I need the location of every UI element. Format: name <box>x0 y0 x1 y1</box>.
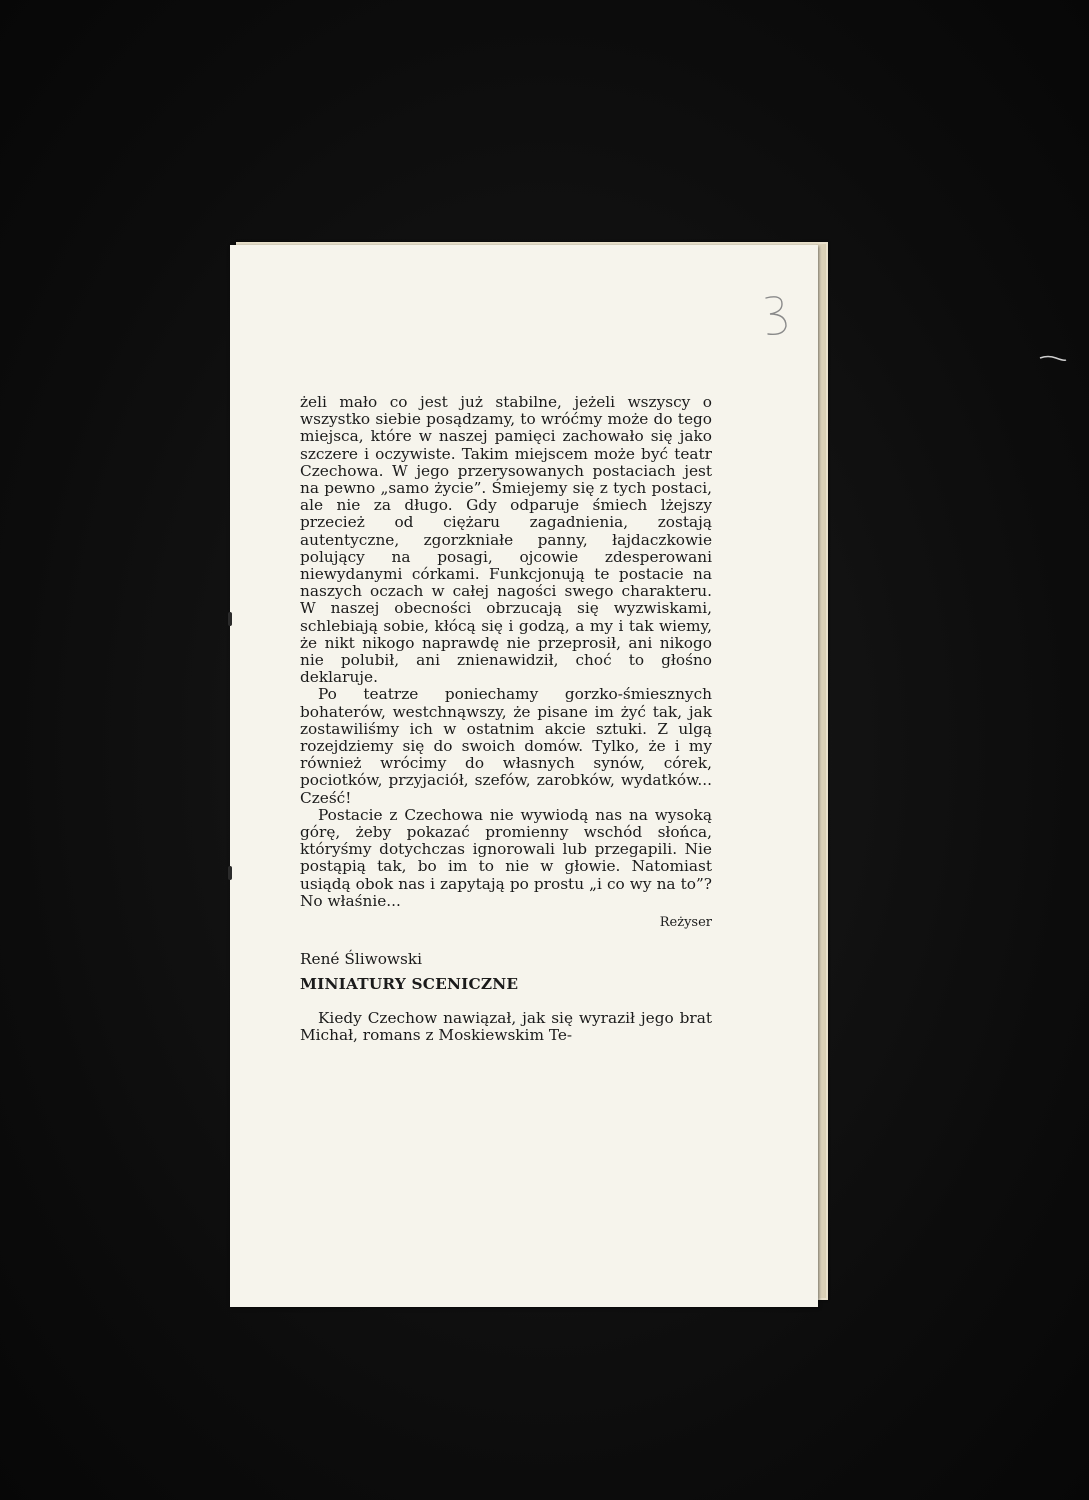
handwritten-page-number <box>760 292 800 340</box>
binding-mark <box>228 612 232 626</box>
binding-mark <box>228 866 232 880</box>
article-text-column <box>300 394 712 1044</box>
paragraph: Kiedy Czechow nawiązał, jak się wyraził jego brat Michał, romans z Moskiewskim Te- <box>300 1008 712 1044</box>
paragraph: żeli mało co jest już stabilne, jeżeli wszyscy o wszystko siebie posądzamy, to wróćmy może do tego miejsca, które w naszej pamięci zachowało się jako szczere i oczywiste. Takim miejscem może być teatr Czechowa. W jego przerysowanych postaciach jest na pewno „samo życie”. Śmiejemy się z tych postaci, ale nie za długo. Gdy odparuje śmiech lżejszy przecież od ciężaru zagadnienia, zostają autentyczne, zgorzkniałe panny, łajdaczkowie polujący na posagi, ojcowie zdesperowani niewydanymi córkami. Funkcjonują te postacie na naszych oczach w całej nagości swego charakteru. W naszej obecności obrzucają się wyzwiskami, schlebiają sobie, kłócą się i godzą, a my i tak wiemy, że nikt nikogo naprawdę nie przeprosił, ani nikogo nie polubił, ani znienawidził, choć to głośno deklaruje. <box>300 393 712 687</box>
signature: Reżyser <box>659 915 712 931</box>
paragraph: Postacie z Czechowa nie wywiodą nas na wysoką górę, żeby pokazać promienny wschód słońca, któryśmy dotychczas ignorowali lub przegapili. Nie postąpią tak, bo im to nie w głowie. Natomiast usiądą obok nas i zapytają po prostu „i co wy na to”? No właśnie... <box>300 805 712 910</box>
author-name: René Śliwowski <box>300 950 423 969</box>
paragraph: Po teatrze poniechamy gorzko-śmiesznych bohaterów, westchnąwszy, że pisane im żyć tak, jak zostawiliśmy ich w ostatnim akcie sztuki. Z ulgą rozejdziemy się do swoich domów. Tylko, że i my również wrócimy do własnych synów, córek, pociotków, przyjaciół, szefów, zarobków, wydatków... Cześć! <box>300 685 712 807</box>
stray-mark-icon <box>1038 352 1068 364</box>
section-title: MINIATURY SCENICZNE <box>300 975 519 994</box>
